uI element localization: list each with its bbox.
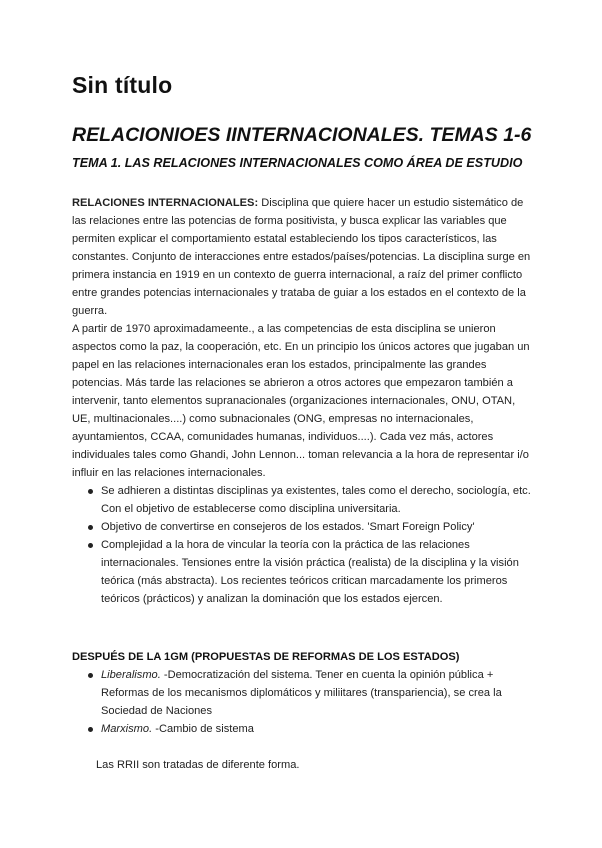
reform-text: -Democratización del sistema. Tener en cuenta la opinión pública + Reformas de los mecanismos diplomáticos y miliitares (transpariencia), se crea la Sociedad de Naciones	[101, 669, 502, 717]
list-item	[101, 536, 534, 608]
bullet-list	[72, 482, 534, 608]
list-item-text: Objetivo de convertirse en consejeros de los estados. 'Smart Foreign Policy'	[101, 521, 475, 533]
reform-text: -Cambio de sistema	[152, 723, 254, 735]
trailing-note: Las RRII son tratadas de diferente forma.	[96, 759, 300, 771]
bullet-icon	[88, 543, 93, 548]
intro-label: RELACIONES INTERNACIONALES:	[72, 197, 259, 209]
list-item	[101, 666, 534, 720]
reforms-section	[72, 648, 534, 774]
list-item-text: Se adhieren a distintas disciplinas ya existentes, tales como el derecho, sociología, etc. Con el objetivo de establecerse como disciplina universitaria.	[101, 485, 531, 515]
list-item-text: Complejidad a la hora de vincular la teoría con la práctica de las relaciones internacionales. Tensiones entre la visión práctica (realista) de la disciplina y la visión teórica (más abstracta). Los recientes teóricos critican marcadamente los primeros teóricos (prácticos) y analizan la dominación que los estados ejercen.	[101, 539, 519, 605]
reforms-list	[72, 666, 534, 738]
intro-text: Disciplina que quiere hacer un estudio sistemático de las relaciones entre las potencias de forma positivista, y busca explicar las variables que permiten explicar el comportamiento estatal estableciendo los tipos característicos, las constantes. Conjunto de interacciones entre estados/países/potencias. La disciplina surge en primera instancia en 1919 en un contexto de guerra internacional, a raíz del primer conflicto entre grandes potencias internacionales y trataba de guiar a los estados en el contexto de la guerra.	[72, 197, 531, 317]
list-item	[101, 482, 534, 518]
main-heading: RELACIONIOES IINTERNACIONALES. TEMAS 1-6	[72, 124, 532, 146]
document-title: Sin título	[72, 72, 173, 98]
intro-paragraph-2: A partir de 1970 aproximadameente., a las competencias de esta disciplina se unieron aspectos como la paz, la cooperación, etc. En un principio los únicos actores que jugaban un papel en las relaciones internacionales eran los estados, principalmente las grandes potencias. Más tarde las relaciones se abrieron a otros actores que empezaron también a intervenir, tanto elementos supranacionales (organizaciones internacionales, ONU, OTAN, UE, multinacionales....) como subnacionales (ONG, empresas no internacionales, ayuntamientos, CCAA, comunidades humanas, individuos....). Cada vez más, actores individuales tales como Ghandi, John Lennon... toman relevancia a la hora de representar i/o influir en las relaciones internacionales.	[72, 323, 530, 479]
bullet-icon	[88, 489, 93, 494]
reform-term: Liberalismo.	[101, 669, 161, 681]
bullet-icon	[88, 525, 93, 530]
reforms-heading: DESPUÉS DE LA 1GM (PROPUESTAS DE REFORMAS DE LOS ESTADOS)	[72, 651, 460, 663]
list-item	[101, 518, 534, 536]
intro-section	[72, 194, 534, 608]
bullet-icon	[88, 673, 93, 678]
intro-paragraph	[72, 194, 534, 320]
bullet-icon	[88, 727, 93, 732]
sub-heading: TEMA 1. LAS RELACIONES INTERNACIONALES COMO ÁREA DE ESTUDIO	[72, 156, 523, 170]
list-item	[101, 720, 534, 738]
reform-term: Marxismo.	[101, 723, 153, 735]
